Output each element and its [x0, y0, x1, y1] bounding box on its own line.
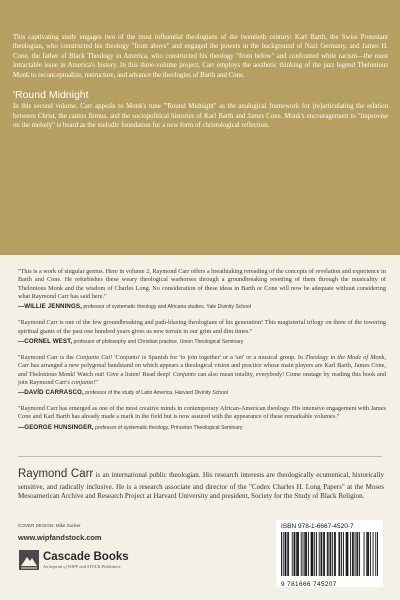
barcode-bar: [338, 532, 339, 576]
description-panel: [0, 0, 400, 255]
barcode-bar: [375, 532, 376, 576]
barcode-bar: [316, 532, 317, 576]
barcode-bar: [346, 532, 347, 576]
barcode-bar: [323, 532, 324, 576]
barcode-bar: [287, 532, 288, 576]
barcode-icon: [281, 532, 378, 576]
barcode-bar: [332, 532, 333, 576]
barcode-bar: [306, 532, 307, 576]
barcode-bar: [294, 532, 295, 576]
barcode-bar: [297, 532, 298, 576]
endorsement-quote: "Raymond Carr is one of the few groundbreaking and path-blazing theologians of his generation! This magisterial trilogy on three of the towering spiritual giants of the past one hundred years gives us new terrain in our grim and dim times.": [18, 319, 386, 335]
barcode-bar: [367, 532, 368, 576]
barcode-bar: [304, 532, 305, 576]
barcode-bar: [324, 532, 325, 576]
barcode-bar: [330, 532, 331, 576]
barcode-bar: [321, 532, 322, 576]
barcode-bar: [343, 532, 344, 576]
endorsements: [18, 268, 386, 440]
endorsement: [18, 354, 386, 396]
barcode-bar: [330, 532, 331, 576]
barcode-bar: [327, 532, 328, 576]
barcode-bar: [303, 532, 304, 576]
endorsement-attribution: [18, 424, 386, 431]
barcode-bar: [281, 532, 282, 576]
section-heading: 'Round Midnight: [13, 89, 89, 102]
barcode-bar: [353, 532, 354, 576]
barcode-bar: [347, 532, 348, 576]
barcode-bar: [352, 532, 353, 576]
endorsement-quote: "This is a work of singular genius. Here in volume 2, Raymond Carr offers a breathtaking rereading of the concepts of revelation and experience in Barth and Cone. He refurbishes these weary theological warhorses through a groundbreaking resetting of them through the musicality of Thelonious Monk and the wisdom of Charles Long. No consideration of these ideas in Barth or Cone will now be adequate without considering what Raymond Carr has said here.": [18, 268, 386, 300]
publisher-imprint: An Imprint of WIPF and STOCK Publishers: [43, 563, 121, 569]
barcode-bar: [334, 532, 335, 576]
barcode-bar: [370, 532, 371, 576]
barcode-bar: [311, 532, 312, 576]
isbn-number: ISBN 978-1-6667-4520-7: [281, 523, 354, 530]
barcode-bar: [341, 532, 342, 576]
endorsement-attribution: [18, 338, 386, 345]
barcode-bar: [312, 532, 313, 576]
barcode-bar: [305, 532, 306, 576]
author-bio-text: is an international public theologian. His research interests are theologically ecumenical, historically sensitive, and radically inclusive. He is a research associate and director of the "Codex Charles H. Long Papers" at the Moses Mesoamerican Archive and Research Project at Harvard University and president, Society for the Study of Black Religion.: [18, 471, 384, 501]
author-bio: [18, 467, 384, 502]
publisher-name: Cascade Books: [43, 551, 129, 564]
endorsement: [18, 268, 386, 310]
description-paragraph: In this second volume, Carr appeals to Monk's tune "'Round Midnight" as the analogical framework for (re)articulating the relation between Christ, the cantus firmus, and the sociopolitical histories of Karl Barth and James Cone. Monk's encouragement to "improvise on the melody" is heard as the melodic foundation for a new form of christological reflection.: [13, 103, 388, 130]
endorser-affiliation: professor of systematic theology and Africana studies, Yale Divinity School: [83, 304, 252, 311]
barcode-bar: [285, 532, 286, 576]
barcode-digits: 9 781666 745207: [281, 581, 337, 588]
endorser-name: —WILLIE JENNINGS,: [18, 303, 82, 311]
barcode-bar: [308, 532, 309, 576]
publisher-website[interactable]: www.wipfandstock.com: [18, 533, 102, 542]
barcode-bar: [328, 532, 329, 576]
barcode-bar: [288, 532, 289, 576]
endorser-name: —GEORGE HUNSINGER,: [18, 423, 94, 431]
barcode-bar: [366, 532, 367, 576]
barcode-bar: [377, 532, 378, 576]
barcode-bar: [312, 532, 313, 576]
endorsement-attribution: [18, 389, 386, 396]
description-paragraph: This captivating study engages two of the most influential theologians of the twentieth century: Karl Barth, the Swiss Protestant theologian, who constructed his theology "from above" and engaged the powers in the background of Nazi Germany, and James H. Cone, the father of Black Theology in America, who constructed his theology "from below" and confronted white racism—the most intractable issue in America's history. In this three-volume project, Carr employs the aesthetic thinking of the jazz legend Thelonious Monk to reconceptualize, restructure, and advance the theologies of Barth and Cone.: [13, 34, 388, 79]
barcode-bar: [314, 532, 315, 576]
divider: [18, 456, 382, 457]
endorser-affiliation: professor of systematic theology, Princeton Theological Seminary: [95, 424, 243, 431]
endorsement-attribution: [18, 303, 386, 310]
barcode-bar: [285, 532, 286, 576]
barcode-bar: [296, 532, 297, 576]
author-name: Raymond Carr: [18, 468, 94, 480]
barcode-bar: [355, 532, 356, 576]
endorser-name: —DAVÍD CARRASCO,: [18, 389, 84, 397]
barcode-bar: [301, 532, 302, 576]
endorser-affiliation: professor of the study of Latin America, Harvard Divinity School: [85, 390, 228, 397]
publisher-logo: [18, 548, 129, 572]
endorsement-quote: "Raymond Carr is the Conjunto Cat! 'Conjunto' is Spanish for 'to join together' or a 'set' or a musical group. In Theology in the Mode of Monk, Carr has arranged a new polygonal bandstand on which appears a theological vision and practice whose main players are Karl Barth, James Cone, and Thelonious Monk! Watch out! Give a listen! Read deep! Conjunto can also mean totality, everybody! Come onstage by reading this book and join Raymond Carr's conjunto!": [18, 353, 387, 386]
isbn-barcode: [276, 520, 383, 587]
barcode-bar: [368, 532, 369, 576]
barcode-bar: [357, 532, 358, 576]
barcode-bar: [294, 532, 295, 576]
barcode-bar: [356, 532, 357, 576]
barcode-bar: [335, 532, 336, 576]
endorsement: [18, 405, 386, 431]
barcode-bar: [347, 532, 348, 576]
barcode-bar: [319, 532, 320, 576]
barcode-bar: [364, 532, 365, 576]
endorser-affiliation: professor of philosophy and Christian practice, Union Theological Seminary: [73, 338, 244, 345]
endorsement: [18, 319, 386, 345]
barcode-bar: [339, 532, 340, 576]
barcode-bar: [359, 532, 360, 576]
barcode-bar: [298, 532, 299, 576]
barcode-bar: [373, 532, 374, 576]
barcode-bar: [292, 532, 293, 576]
barcode-bar: [321, 532, 322, 576]
endorsement-quote: "Raymond Carr has emerged as one of the most creative minds in contemporary African-American theology. His intensive engagement with James Cone and Karl Barth has already made a mark in the field but is now assured with the appearance of these remarkable volumes.": [18, 405, 386, 421]
cover-design-credit: COVER DESIGN: Mike Surber: [18, 523, 81, 528]
barcode-bar: [283, 532, 284, 576]
cascade-logo-icon: [18, 549, 40, 571]
endorser-name: —CORNEL WEST,: [18, 337, 73, 345]
barcode-bar: [350, 532, 351, 576]
